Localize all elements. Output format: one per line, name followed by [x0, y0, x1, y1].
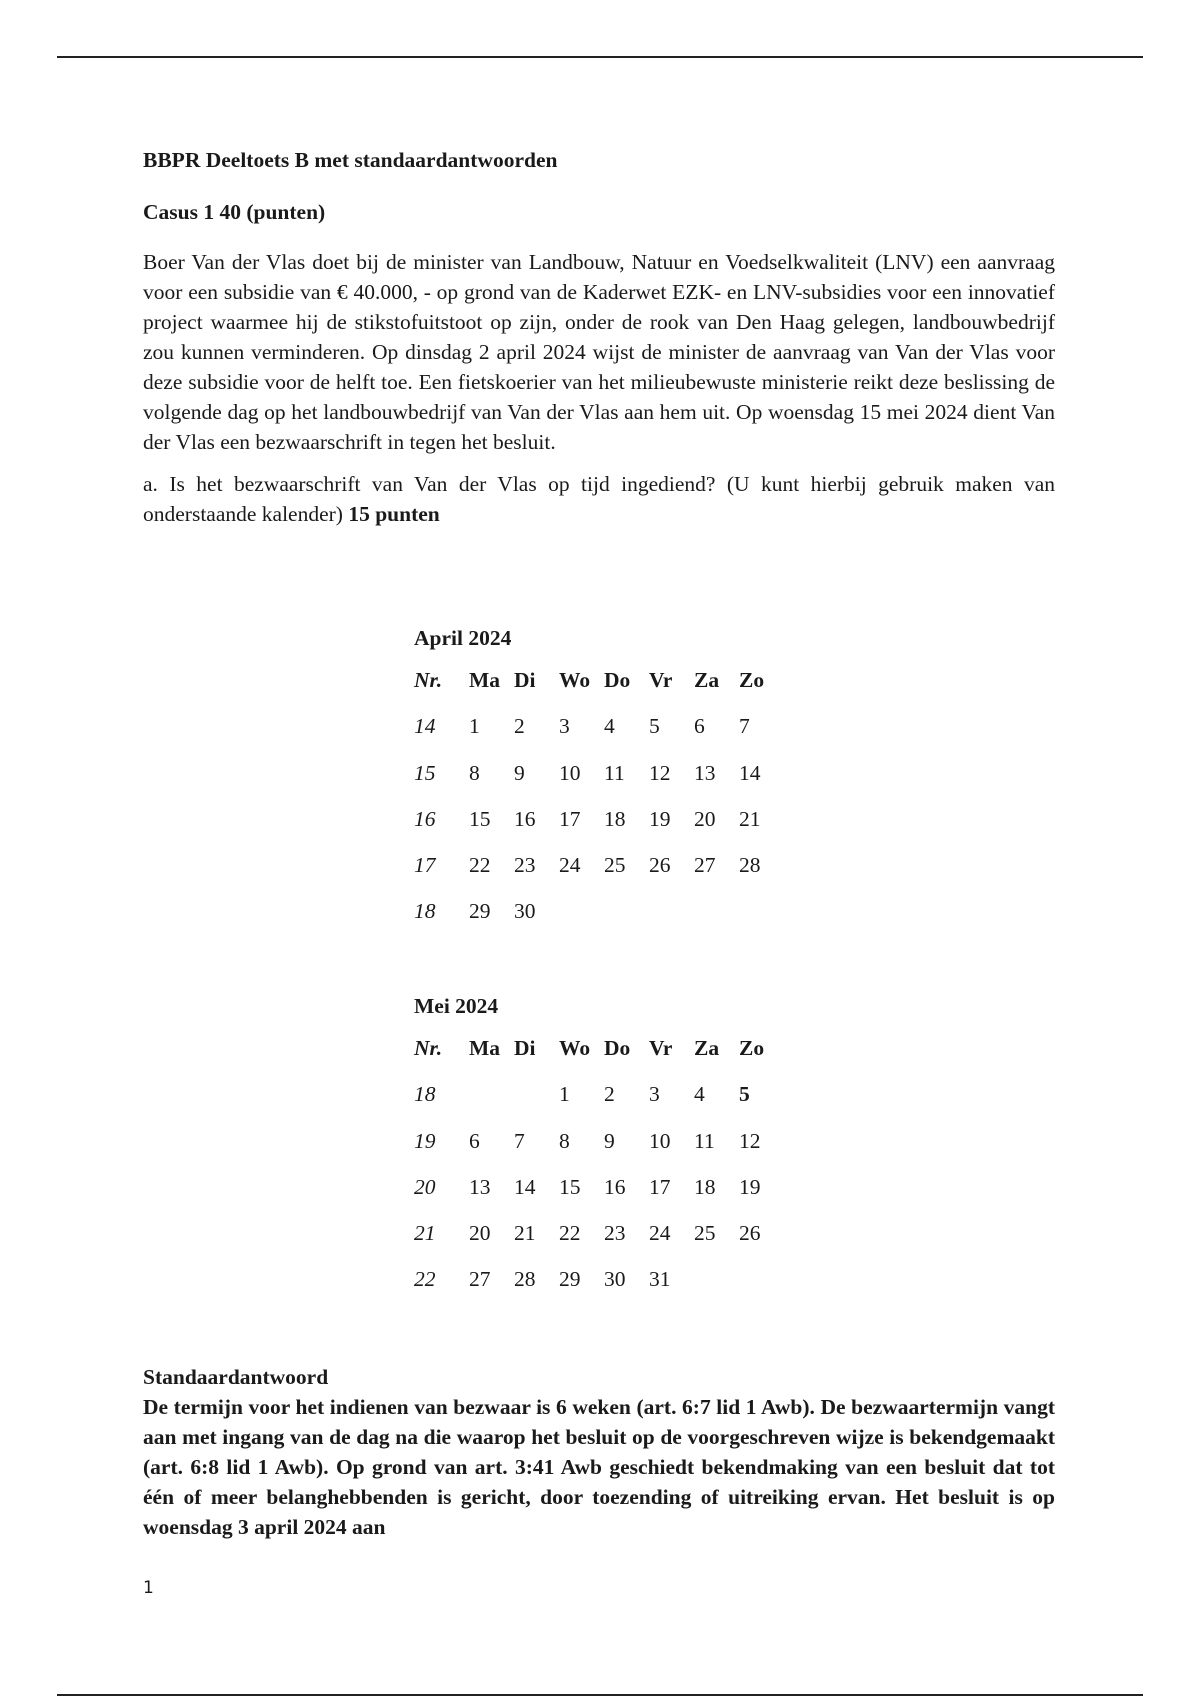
header-za: Za	[694, 668, 720, 692]
question-a	[143, 469, 1055, 529]
day-cell: 9	[514, 760, 525, 785]
day-cell: 4	[694, 1082, 705, 1107]
header-za: Za	[694, 1036, 720, 1060]
header-rule	[57, 56, 1143, 58]
day-cell: 3	[649, 1082, 660, 1107]
week-number: 17	[414, 853, 436, 878]
header-zo: Zo	[739, 1036, 765, 1060]
week-number: 18	[414, 1082, 436, 1107]
day-cell: 15	[559, 1174, 581, 1199]
day-cell: 14	[514, 1174, 536, 1199]
answer-heading: Standaardantwoord	[143, 1365, 329, 1389]
day-cell: 26	[739, 1221, 761, 1246]
standard-answer	[143, 1362, 1055, 1542]
calendar-week-row	[414, 1263, 784, 1309]
day-cell: 5	[739, 1082, 750, 1107]
week-number: 16	[414, 806, 436, 831]
day-cell: 26	[649, 853, 671, 878]
day-cell: 8	[469, 760, 480, 785]
week-number: 15	[414, 760, 436, 785]
day-cell	[739, 895, 784, 941]
question-points: 15 punten	[348, 502, 440, 526]
day-cell: 18	[694, 1174, 716, 1199]
header-ma: Ma	[469, 1036, 501, 1060]
day-cell: 13	[469, 1174, 491, 1199]
calendar-header-row	[414, 1032, 784, 1078]
day-cell: 22	[469, 853, 491, 878]
header-ma: Ma	[469, 668, 501, 692]
day-cell: 4	[604, 714, 615, 739]
day-cell: 19	[739, 1174, 761, 1199]
calendar-mei-table	[414, 1032, 784, 1310]
header-wo: Wo	[559, 668, 591, 692]
day-cell	[694, 1263, 739, 1309]
calendar-mei	[414, 990, 784, 1310]
day-cell: 23	[514, 853, 536, 878]
answer-body: De termijn voor het indienen van bezwaar is 6 weken (art. 6:7 lid 1 Awb). De bezwaartermijn vangt aan met ingang van de dag na die waarop het besluit op de voorgeschreven wijze is bekendgemaakt (art. 6:8 lid 1 Awb). Op grond van art. 3:41 Awb geschiedt bekendmaking van een besluit dat tot één of meer belanghebbenden is gericht, door toezending of uitreiking ervan. Het besluit is op woensdag 3 april 2024 aan	[143, 1395, 1055, 1539]
header-week-nr: Nr.	[414, 1036, 443, 1060]
document-body	[143, 145, 1055, 529]
day-cell: 30	[604, 1267, 626, 1292]
day-cell: 28	[739, 853, 761, 878]
calendar-header-row	[414, 664, 784, 710]
day-cell: 11	[604, 760, 625, 785]
day-cell: 7	[739, 714, 750, 739]
question-text: a. Is het bezwaarschrift van Van der Vlas op tijd ingediend? (U kunt hierbij gebruik maken van onderstaande kalender)	[143, 472, 1055, 526]
day-cell	[559, 895, 604, 941]
day-cell: 27	[469, 1267, 491, 1292]
day-cell	[649, 895, 694, 941]
header-wo: Wo	[559, 1036, 591, 1060]
page-number: 1	[143, 1578, 154, 1598]
day-cell: 6	[469, 1128, 480, 1153]
header-di: Di	[514, 1036, 536, 1060]
day-cell	[739, 1263, 784, 1309]
day-cell: 10	[559, 760, 581, 785]
calendar-week-row	[414, 1171, 784, 1217]
day-cell: 5	[649, 714, 660, 739]
week-number: 14	[414, 714, 436, 739]
day-cell: 1	[469, 714, 480, 739]
week-number: 18	[414, 899, 436, 924]
day-cell: 24	[559, 853, 581, 878]
day-cell: 7	[514, 1128, 525, 1153]
day-cell	[469, 1078, 514, 1124]
week-number: 21	[414, 1221, 436, 1246]
calendar-mei-title: Mei 2024	[414, 994, 499, 1018]
header-do: Do	[604, 668, 631, 692]
casus-paragraph: Boer Van der Vlas doet bij de minister van Landbouw, Natuur en Voedselkwaliteit (LNV) een aanvraag voor een subsidie van € 40.000, - op grond van de Kaderwet EZK- en LNV-subsidies voor een innovatief project waarmee hij de stikstofuitstoot op zijn, onder de rook van Den Haag gelegen, landbouwbedrijf zou kunnen verminderen. Op dinsdag 2 april 2024 wijst de minister de aanvraag van Van der Vlas voor deze subsidie voor de helft toe. Een fietskoerier van het milieubewuste ministerie reikt deze beslissing de volgende dag op het landbouwbedrijf van Van der Vlas aan hem uit. Op woensdag 15 mei 2024 dient Van der Vlas een bezwaarschrift in tegen het besluit.	[143, 250, 1055, 454]
day-cell: 9	[604, 1128, 615, 1153]
day-cell: 2	[604, 1082, 615, 1107]
day-cell: 1	[559, 1082, 570, 1107]
calendar-week-row	[414, 1217, 784, 1263]
day-cell: 24	[649, 1221, 671, 1246]
calendar-week-row	[414, 710, 784, 756]
calendar-week-row	[414, 895, 784, 941]
header-do: Do	[604, 1036, 631, 1060]
header-week-nr: Nr.	[414, 668, 443, 692]
day-cell: 19	[649, 806, 671, 831]
day-cell	[694, 895, 739, 941]
day-cell: 3	[559, 714, 570, 739]
day-cell: 29	[559, 1267, 581, 1292]
day-cell: 6	[694, 714, 705, 739]
calendar-week-row	[414, 803, 784, 849]
day-cell: 16	[604, 1174, 626, 1199]
day-cell: 30	[514, 899, 536, 924]
calendar-april-title: April 2024	[414, 626, 512, 650]
calendar-april	[414, 622, 784, 942]
day-cell: 12	[739, 1128, 761, 1153]
calendar-week-row	[414, 1078, 784, 1124]
day-cell: 22	[559, 1221, 581, 1246]
calendar-week-row	[414, 757, 784, 803]
day-cell: 29	[469, 899, 491, 924]
day-cell	[514, 1078, 559, 1124]
day-cell: 15	[469, 806, 491, 831]
calendar-week-row	[414, 1125, 784, 1171]
casus-heading: Casus 1 40 (punten)	[143, 200, 326, 224]
day-cell: 16	[514, 806, 536, 831]
footer-rule	[57, 1694, 1143, 1696]
day-cell: 21	[739, 806, 761, 831]
day-cell: 20	[694, 806, 716, 831]
day-cell	[604, 895, 649, 941]
document-title: BBPR Deeltoets B met standaardantwoorden	[143, 148, 558, 172]
calendar-week-row	[414, 849, 784, 895]
header-zo: Zo	[739, 668, 765, 692]
day-cell: 21	[514, 1221, 536, 1246]
day-cell: 14	[739, 760, 761, 785]
day-cell: 13	[694, 760, 716, 785]
header-vr: Vr	[649, 668, 673, 692]
header-vr: Vr	[649, 1036, 673, 1060]
day-cell: 20	[469, 1221, 491, 1246]
week-number: 22	[414, 1267, 436, 1292]
day-cell: 17	[559, 806, 581, 831]
day-cell: 18	[604, 806, 626, 831]
day-cell: 11	[694, 1128, 715, 1153]
day-cell: 31	[649, 1267, 671, 1292]
header-di: Di	[514, 668, 536, 692]
week-number: 20	[414, 1174, 436, 1199]
day-cell: 25	[694, 1221, 716, 1246]
calendar-april-table	[414, 664, 784, 942]
day-cell: 2	[514, 714, 525, 739]
week-number: 19	[414, 1128, 436, 1153]
day-cell: 28	[514, 1267, 536, 1292]
day-cell: 10	[649, 1128, 671, 1153]
day-cell: 8	[559, 1128, 570, 1153]
day-cell: 27	[694, 853, 716, 878]
day-cell: 17	[649, 1174, 671, 1199]
day-cell: 12	[649, 760, 671, 785]
day-cell: 23	[604, 1221, 626, 1246]
day-cell: 25	[604, 853, 626, 878]
